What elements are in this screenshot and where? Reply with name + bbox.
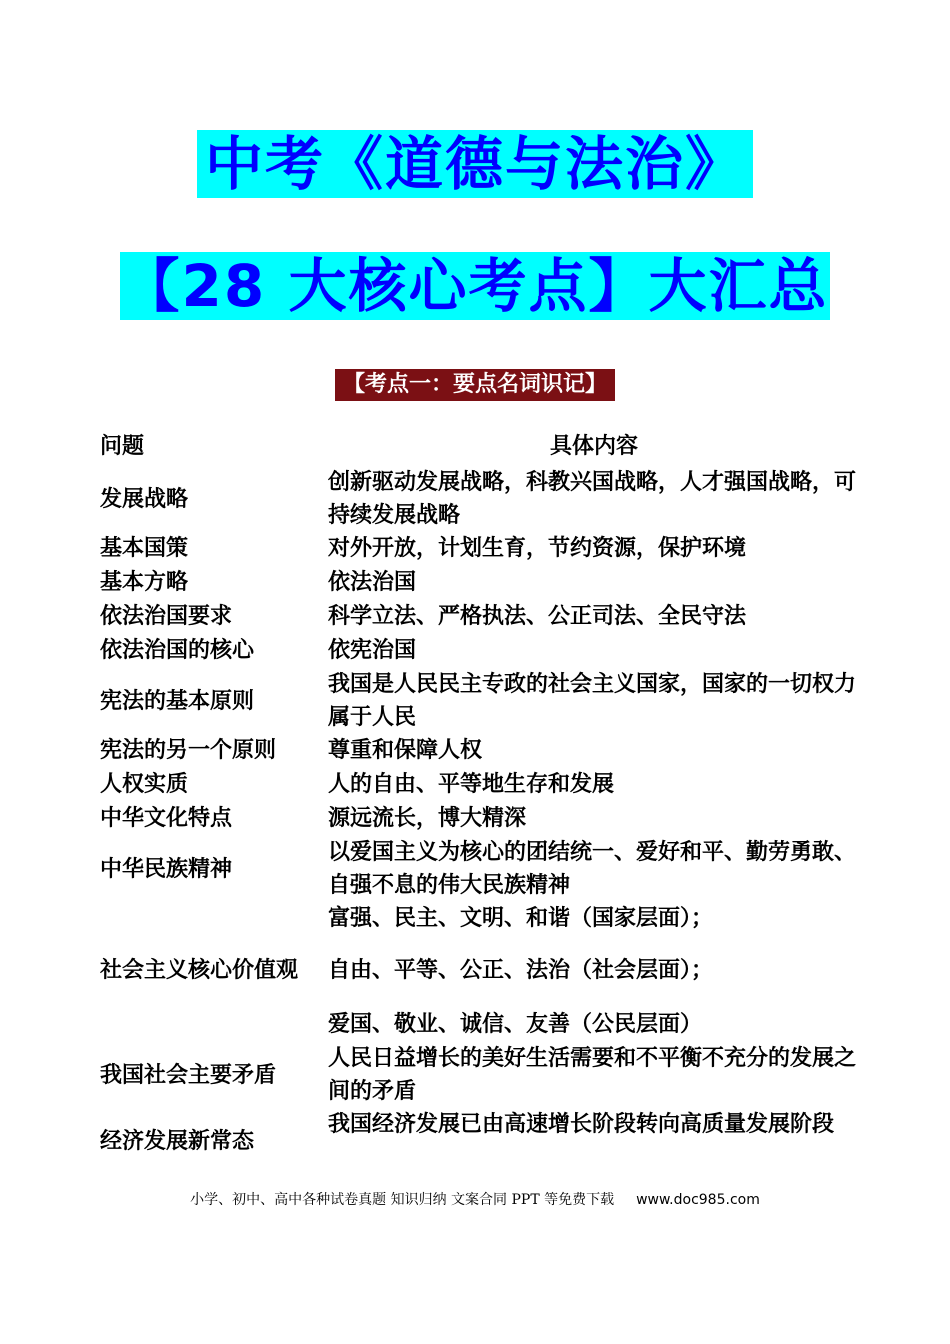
title-highlight-1: 中考《道德与法治》 xyxy=(197,130,753,198)
row-content: 人的自由、平等地生存和发展 xyxy=(328,772,615,797)
row-content: 人民日益增长的美好生活需要和不平衡不充分的发展之间的矛盾 xyxy=(328,1046,857,1104)
table-row xyxy=(100,466,870,532)
table-row xyxy=(100,1108,870,1174)
header-question: 问题 xyxy=(100,434,145,459)
table-row xyxy=(100,902,870,1042)
row-content: 对外开放，计划生育，节约资源，保护环境 xyxy=(328,536,747,561)
row-content: 科学立法、严格执法、公正司法、全民守法 xyxy=(328,604,747,629)
row-question: 经济发展新常态 xyxy=(100,1129,255,1154)
row-question: 依法治国的核心 xyxy=(100,638,255,663)
row-content: 创新驱动发展战略，科教兴国战略，人才强国战略，可持续发展战略 xyxy=(328,470,857,528)
document-title-line-2 xyxy=(0,248,950,324)
row-content: 以爱国主义为核心的团结统一、爱好和平、勤劳勇敢、自强不息的伟大民族精神 xyxy=(328,840,857,898)
footer-text: 小学、初中、高中各种试卷真题 知识归纳 文案合同 PPT 等免费下载 xyxy=(190,1192,615,1208)
row-content-line-3: 爱国、敬业、诚信、友善（公民层面） xyxy=(328,1012,703,1037)
header-content: 具体内容 xyxy=(549,434,638,459)
row-question: 人权实质 xyxy=(100,772,189,797)
row-content-line-2: 自由、平等、公正、法治（社会层面）； xyxy=(328,958,714,983)
row-question: 中华民族精神 xyxy=(100,857,233,882)
table-row xyxy=(100,668,870,734)
table-row xyxy=(100,836,870,902)
row-question: 基本国策 xyxy=(100,536,189,561)
row-question: 我国社会主要矛盾 xyxy=(100,1063,277,1088)
row-content: 我国是人民民主专政的社会主义国家，国家的一切权力属于人民 xyxy=(328,672,857,730)
row-content: 源远流长，博大精深 xyxy=(328,806,527,831)
table-row xyxy=(100,1042,870,1108)
row-question: 基本方略 xyxy=(100,570,189,595)
title-highlight-2: 【28 大核心考点】大汇总 xyxy=(121,252,829,320)
page-footer xyxy=(0,1190,950,1210)
row-content-line-1: 富强、民主、文明、和谐（国家层面）； xyxy=(328,906,714,931)
row-question: 社会主义核心价值观 xyxy=(100,958,299,983)
row-content: 依宪治国 xyxy=(328,638,417,663)
row-content: 我国经济发展已由高速增长阶段转向高质量发展阶段 xyxy=(328,1112,835,1137)
row-question: 发展战略 xyxy=(100,487,189,512)
footer-url[interactable]: www.doc985.com xyxy=(636,1192,760,1208)
row-question: 宪法的另一个原则 xyxy=(100,738,277,763)
section-badge-label: 【考点一：要点名词识记】 xyxy=(335,369,615,401)
row-question: 中华文化特点 xyxy=(100,806,233,831)
document-title-line-1 xyxy=(0,126,950,202)
row-content: 尊重和保障人权 xyxy=(328,738,483,763)
row-question: 依法治国要求 xyxy=(100,604,233,629)
section-heading xyxy=(0,369,950,401)
row-question: 宪法的基本原则 xyxy=(100,689,255,714)
row-content: 依法治国 xyxy=(328,570,417,595)
